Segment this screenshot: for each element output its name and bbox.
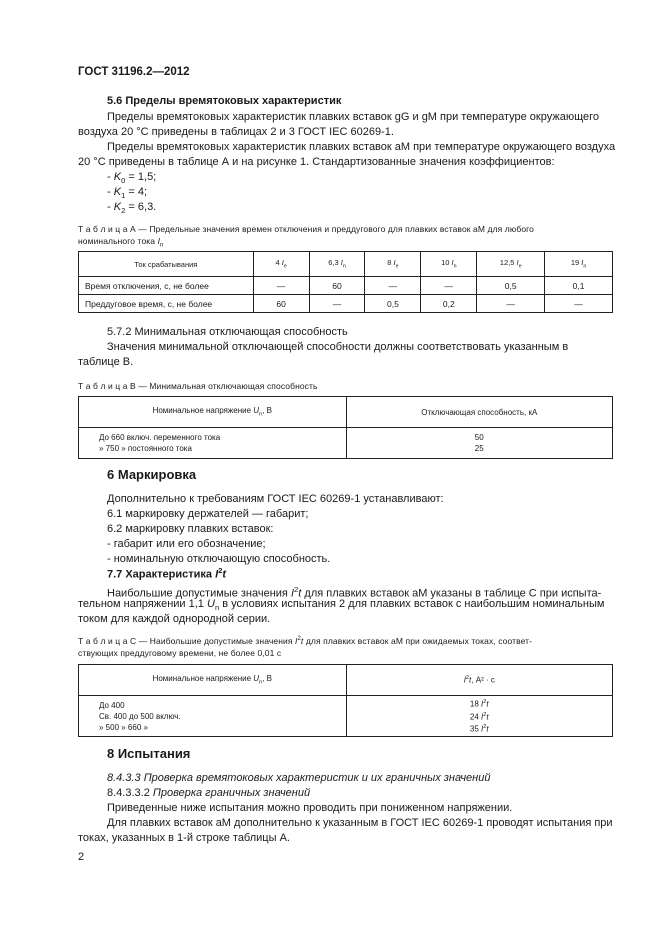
list-item: 6.1 маркировку держателей — габарит; <box>107 508 309 520</box>
table-header-cell: Отключающая способность, кА <box>346 397 612 428</box>
table-cell: 18 $I^2t$ 24 $I^2t$ 35 $I^2t$ <box>346 696 612 737</box>
document-header: ГОСТ 31196.2—2012 <box>78 66 190 78</box>
table-header-row <box>79 397 613 428</box>
paragraph-line: Наибольшие допустимые значения $I^2t$ для плавких вставок aM указаны в таблице С при испыта- <box>107 585 602 600</box>
table-cell: До 400 Св. 400 до 500 включ. » 500 » 660 » <box>79 696 347 737</box>
table-cell: — <box>365 277 421 295</box>
table-a <box>78 251 613 313</box>
table-b-caption: Т а б л и ц а В — Минимальная отключающая способность <box>78 381 318 391</box>
table-c-caption-line2: ствующих преддуговому времени, не более 0,01 с <box>78 648 282 658</box>
table-row <box>79 428 613 459</box>
paragraph-line: Дополнительно к требованиям ГОСТ IEC 60269-1 устанавливают: <box>107 493 444 505</box>
table-cell: Время отключения, с, не более <box>79 277 254 295</box>
paragraph-line: таблице В. <box>78 356 134 368</box>
paragraph-line: Для плавких вставок aM дополнительно к указанным в ГОСТ IEC 60269-1 проводят испытания при <box>107 817 613 829</box>
coef-item: - $K_1 = 4$; <box>107 186 148 201</box>
list-item: - габарит или его обозначение; <box>107 538 266 550</box>
page-number: 2 <box>78 851 85 863</box>
table-header-cell: 10 $I_n$ <box>421 252 477 277</box>
table-header-cell: 8 $I_e$ <box>365 252 421 277</box>
table-cell: Преддуговое время, с, не более <box>79 295 254 313</box>
table-header-cell: 12,5 $I_e$ <box>477 252 545 277</box>
table-row <box>79 277 613 295</box>
table-cell: 60 <box>309 277 365 295</box>
table-cell: — <box>253 277 309 295</box>
table-c-caption: Т а б л и ц а С — Наибольшие допустимые значения $I^2t$ для плавких вставок aM при ожидаемых токах, соответ- <box>78 636 533 646</box>
coef-item: - $K_2 = 6,3$. <box>107 201 157 216</box>
table-cell: 0,2 <box>421 295 477 313</box>
table-header-row <box>79 252 613 277</box>
subsection-title: 8.4.3.3.2 Проверка граничных значений <box>107 787 311 799</box>
table-header-cell: Номинальное напряжение $U_n$, В <box>79 665 347 696</box>
table-cell: 0,5 <box>477 277 545 295</box>
table-row <box>79 295 613 313</box>
table-cell: 50 25 <box>346 428 612 459</box>
list-item: 6.2 маркировку плавких вставок: <box>107 523 274 535</box>
table-row <box>79 696 613 737</box>
table-cell: — <box>421 277 477 295</box>
table-a-caption-line2: номинального тока $I_n$ <box>78 236 164 249</box>
table-header-cell: Ток срабатывания <box>79 252 254 277</box>
table-cell: — <box>477 295 545 313</box>
paragraph-line: 20 °С приведены в таблице А и на рисунке 1. Стандартизованные значения коэффициентов: <box>78 156 555 168</box>
paragraph-line: Значения минимальной отключающей способности должны соответствовать указанным в <box>107 341 569 353</box>
subsection-title: 8.4.3.3 Проверка времятоковых характеристик и их граничных значений <box>107 772 491 784</box>
table-cell: До 660 включ. переменного тока » 750 » постоянного тока <box>79 428 347 459</box>
table-cell: 0,1 <box>545 277 613 295</box>
table-c <box>78 664 613 737</box>
table-header-cell: 19 $I_n$ <box>545 252 613 277</box>
coef-item: - $K_0 = 1,5$; <box>107 171 157 186</box>
table-header-cell: 4 $I_e$ <box>253 252 309 277</box>
paragraph-line: током для каждой однородной серии. <box>78 613 271 625</box>
section-6-title: 6 Маркировка <box>107 467 197 482</box>
section-5-7-2-title: 5.7.2 Минимальная отключающая способность <box>107 326 348 338</box>
table-header-cell: 6,3 $I_n$ <box>309 252 365 277</box>
paragraph-line: воздуха 20 °С приведены в таблицах 2 и 3 ГОСТ IEC 60269-1. <box>78 126 394 138</box>
paragraph-line: Приведенные ниже испытания можно проводить при пониженном напряжении. <box>107 802 513 814</box>
table-cell: 0,5 <box>365 295 421 313</box>
table-a-caption: Т а б л и ц а А — Предельные значения времен отключения и преддугового для плавких вставок aM для любого <box>78 224 534 234</box>
paragraph-line: Пределы времятоковых характеристик плавких вставок gG и gM при температуре окружающего <box>107 111 600 123</box>
table-header-row <box>79 665 613 696</box>
section-8-title: 8 Испытания <box>107 746 191 761</box>
paragraph-line: токах, указанных в 1-й строке таблицы А. <box>78 832 290 844</box>
table-cell: 60 <box>253 295 309 313</box>
paragraph-line: тельном напряжении 1,1 $U_n$ в условиях испытания 2 для плавких вставок с наибольшим номинальным <box>78 598 605 613</box>
table-header-cell: $I^2t$, А² · с <box>346 665 612 696</box>
list-item: - номинальную отключающую способность. <box>107 553 331 565</box>
table-cell: — <box>545 295 613 313</box>
paragraph-line: Пределы времятоковых характеристик плавких вставок aM при температуре окружающего воздуха <box>107 141 616 153</box>
table-b <box>78 396 613 459</box>
section-7-7-title: 7.7 Характеристика $I^2t$ <box>107 566 227 581</box>
section-5-6-title: 5.6 Пределы времятоковых характеристик <box>107 95 342 107</box>
table-cell: — <box>309 295 365 313</box>
table-header-cell: Номинальное напряжение $U_n$, В <box>79 397 347 428</box>
